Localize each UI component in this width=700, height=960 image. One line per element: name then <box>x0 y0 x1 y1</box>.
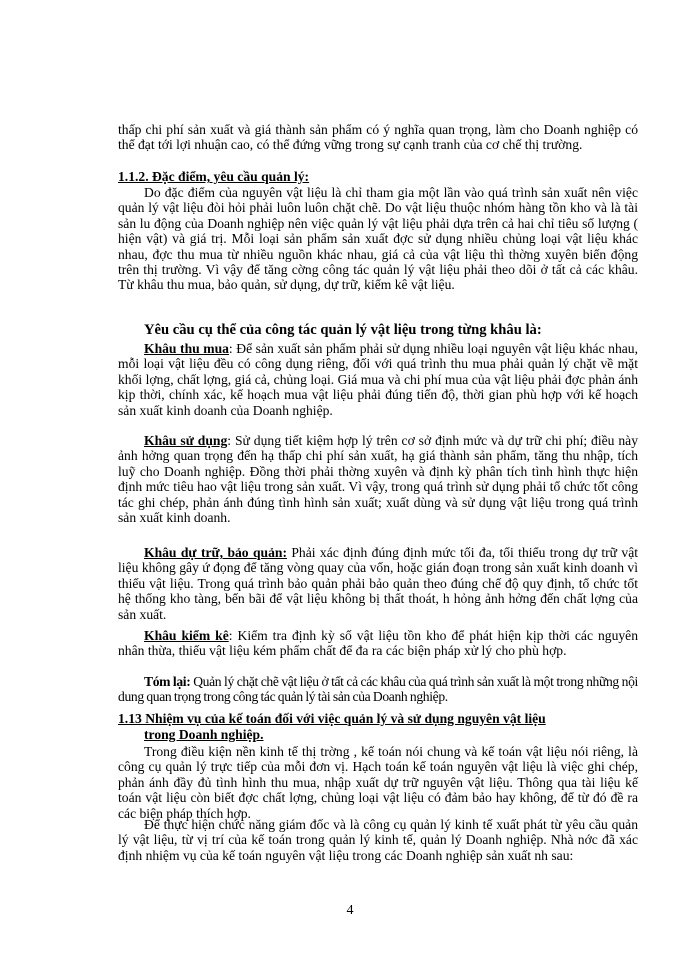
page-number: 4 <box>346 903 354 918</box>
section-113-paragraph1: Trong điều kiện nền kinh tế thị trờng , kế toán nói chung và kế toán vật liệu nói riêng, là công cụ quản lý trực tiếp của mỗi đơn vị. Hạch toán kế toán nguyên vật liệu là việc ghi chép, phản ánh đầy đủ tình hình thu mua, nhập xuất dự trữ nguyên vật liệu. Thông qua tài liệu kế toán vật liệu còn biết đợc chất lợng, chủng loại vật liệu có đảm bảo hay không, để từ đó đề ra các biện pháp thích hợp. <box>118 744 638 821</box>
usage-text: : Sử dụng tiết kiệm hợp lý trên cơ sở định mức và dự trữ chi phí; điều này ảnh hởng quan trọng đến hạ thấp chi phí sản xuất, hạ giá thành sản phẩm, tăng thu nhập, tích luỹ cho Doanh nghiệp. Đồng thời phải thờng xuyên và định kỳ phân tích tình hình thực hiện định mức tiêu hao vật liệu trong sản xuất. Vì vậy, trong quá trình sử dụng phải tổ chức tốt công tác ghi chép, phản ánh đúng tình hình sản xuất; xuất dùng và sử dụng vật liệu trong quá trình sản xuất kinh doanh. <box>118 433 638 526</box>
section-112-heading: 1.1.2. Đặc điểm, yêu cầu quản lý: <box>118 169 310 184</box>
storage-lead: Khâu dự trữ, bảo quản: <box>144 545 287 560</box>
inventory-paragraph <box>118 628 638 659</box>
intro-paragraph: thấp chi phí sản xuất và giá thành sản phẩm có ý nghĩa quan trọng, làm cho Doanh nghiệp có thể đạt tới lợi nhuận cao, có thể đứng vững trong sự cạnh tranh của cơ chế thị trường. <box>118 122 638 153</box>
inventory-text: : Kiểm tra định kỳ số vật liệu tồn kho để phát hiện kịp thời các nguyên nhân thừa, thiếu vật liệu kém phẩm chất để đa ra các biện pháp xử lý cho phù hợp. <box>118 628 638 659</box>
storage-text: Phải xác định đúng định mức tối đa, tối thiểu trong dự trữ vật liệu không gây ứ đọng để tăng vòng quay của vốn, hoặc gián đoạn trong sản xuất kinh doanh vì thiếu vật liệu. Trong quá trình bảo quản phải bảo quản theo đúng chế độ quy định, tổ chức tốt hệ thống kho tàng, bến bãi để vật liệu không bị thất thoát, h hỏng ảnh hởng đến chất lợng của sản xuất. <box>118 545 638 622</box>
summary-lead: Tóm lại: <box>144 674 191 689</box>
purchase-paragraph <box>118 341 638 418</box>
storage-paragraph <box>118 545 638 622</box>
summary-paragraph <box>118 674 638 705</box>
summary-text: Quản lý chặt chẽ vật liệu ở tất cả các khâu của quá trình sản xuất là một trong những nội dung quan trọng trong công tác quản lý tài sản của Doanh nghiệp. <box>118 674 638 705</box>
inventory-lead: Khâu kiểm kê <box>144 628 229 643</box>
section-113-heading-line1: 1.13 Nhiệm vụ của kế toán đối với việc quản lý và sử dụng nguyên vật liệu <box>118 711 546 726</box>
section-112-paragraph: Do đặc điểm của nguyên vật liệu là chỉ tham gia một lần vào quá trình sản xuất nên việc quản lý vật liệu đòi hỏi phải luôn luôn chặt chẽ. Do vật liệu thuộc nhóm hàng tồn kho và là tài sản lu động của Doanh nghiệp nên việc quản lý vật liệu phải dựa trên cả hai chỉ tiêu số lượng ( hiện vật) và giá trị. Mỗi loại sản phẩm sản xuất đợc sử dụng nhiều chủng loại vật liệu khác nhau, đợc thu mua từ nhiều nguồn khác nhau, giá cả của vật liệu thì thờng xuyên biến động trên thị trường. Vì vậy để tăng cờng công tác quản lý vật liệu phải theo dõi ở tất cả các khâu. Từ khâu thu mua, bảo quản, sử dụng, dự trữ, kiểm kê vật liệu. <box>118 185 638 293</box>
usage-paragraph <box>118 433 638 525</box>
purchase-text: : Để sản xuất sản phẩm phải sử dụng nhiều loại nguyên vật liệu khác nhau, mỗi loại vật liệu đều có công dụng riêng, đối với quá trình thu mua phải quản lý chặt về mặt khối lợng, chất lợng, giá cả, chủng loại. Giá mua và chi phí mua của vật liệu phải đợc phản ánh kịp thời, chính xác, kế hoạch mua vật liệu phải đúng tiến độ, thời gian phù hợp với kế hoạch sản xuất kinh doanh của Doanh nghiệp. <box>118 341 638 418</box>
section-113-paragraph2: Để thực hiện chức năng giám đốc và là công cụ quản lý kinh tế xuất phát từ yêu cầu quản lý vật liệu, từ vị trí của kế toán trong quản lý kinh tế, quản lý Doanh nghiệp. Nhà nớc đã xác định nhiệm vụ của kế toán nguyên vật liệu trong các Doanh nghiệp sản xuất nh sau: <box>118 817 638 863</box>
purchase-lead: Khâu thu mua <box>144 341 229 356</box>
requirements-heading: Yêu cầu cụ thể của công tác quản lý vật liệu trong từng khâu là: <box>144 322 542 338</box>
section-113-heading-line2: trong Doanh nghiệp. <box>144 727 264 742</box>
usage-lead: Khâu sử dụng <box>144 433 228 448</box>
